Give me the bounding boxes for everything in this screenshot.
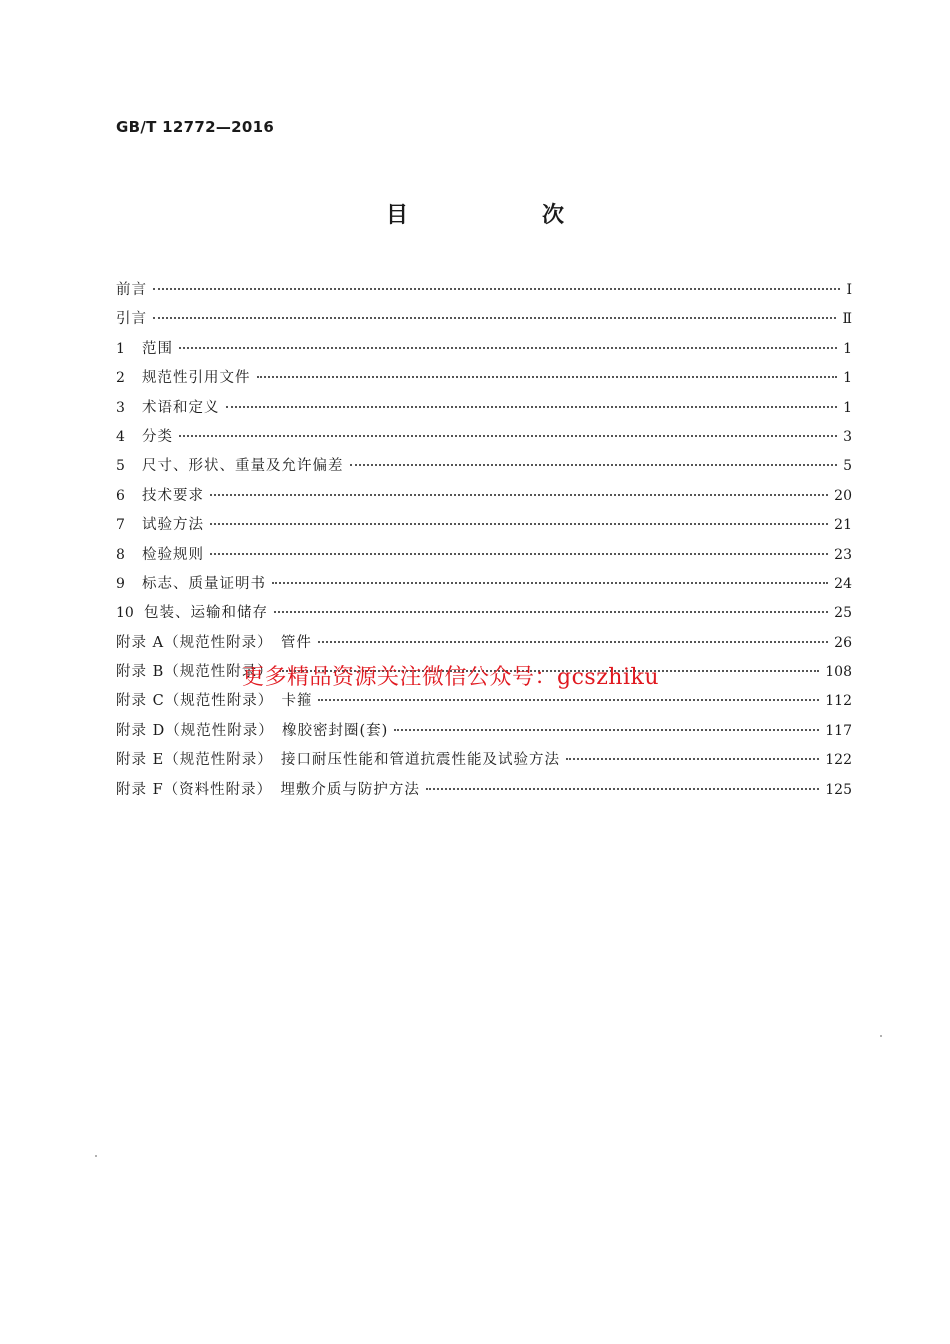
toc-leader-dots <box>153 317 836 319</box>
toc-entry <box>116 543 852 572</box>
toc-leader-dots <box>179 347 837 349</box>
scan-speck <box>880 1035 882 1037</box>
toc-leader-dots <box>426 788 819 790</box>
toc-leader-dots <box>210 494 828 496</box>
toc-entry <box>116 689 852 718</box>
toc-entry-title: 分类 <box>142 428 173 445</box>
toc-entry-title: 检验规则 <box>142 546 204 563</box>
toc-entry-page: 3 <box>843 428 852 445</box>
toc-entry-number: 10 <box>116 605 134 622</box>
toc-entry-page: 1 <box>843 340 852 357</box>
toc-entry-title: 附录 D（规范性附录） 橡胶密封圈(套) <box>116 722 389 739</box>
toc-entry-page: 1 <box>843 399 852 416</box>
toc-leader-dots <box>318 641 828 643</box>
toc-entry-number: 4 <box>116 428 125 445</box>
page-title: 目 次 <box>385 203 620 228</box>
standard-code: GB/T 12772—2016 <box>116 118 275 136</box>
toc-entry <box>116 778 852 807</box>
toc-leader-dots <box>210 523 828 525</box>
toc-entry <box>116 572 852 601</box>
toc-leader-dots <box>272 582 828 584</box>
toc-entry-number: 6 <box>116 487 125 504</box>
scan-speck <box>95 1155 97 1157</box>
toc-entry-title: 范围 <box>142 340 173 357</box>
toc-entry <box>116 748 852 777</box>
toc-entry-page: Ⅰ <box>846 282 852 298</box>
toc-entry-title: 附录 C（规范性附录） 卡箍 <box>116 693 313 710</box>
toc-entry <box>116 278 852 307</box>
toc-entry-page: 108 <box>825 664 852 681</box>
toc-entry <box>116 719 852 748</box>
toc-entry-number: 8 <box>116 546 125 563</box>
toc-leader-dots <box>394 729 819 731</box>
toc-entry <box>116 631 852 660</box>
toc-leader-dots <box>210 553 828 555</box>
toc-entry-number: 1 <box>116 340 125 357</box>
table-of-contents <box>116 278 852 807</box>
toc-entry-title: 附录 E（规范性附录） 接口耐压性能和管道抗震性能及试验方法 <box>116 752 560 769</box>
toc-entry-number: 7 <box>116 517 125 534</box>
toc-entry <box>116 454 852 483</box>
toc-leader-dots <box>350 464 838 466</box>
toc-entry <box>116 366 852 395</box>
toc-leader-dots <box>566 758 819 760</box>
toc-entry-title: 前言 <box>116 282 147 298</box>
toc-entry-page: 5 <box>843 458 852 475</box>
toc-leader-dots <box>179 435 837 437</box>
watermark-overlay: 更多精品资源关注微信公众号：gcszhiku <box>242 665 659 690</box>
toc-entry-number: 3 <box>116 399 125 416</box>
toc-entry <box>116 425 852 454</box>
toc-leader-dots <box>153 288 840 290</box>
toc-entry-page: 122 <box>825 752 852 769</box>
toc-entry-title: 试验方法 <box>142 517 204 534</box>
toc-entry-title: 附录 A（规范性附录） 管件 <box>116 634 312 651</box>
toc-entry-page: 117 <box>825 722 852 739</box>
toc-entry <box>116 484 852 513</box>
toc-entry-title: 术语和定义 <box>142 399 220 416</box>
toc-entry-title: 附录 F（资料性附录） 埋敷介质与防护方法 <box>116 781 420 798</box>
toc-entry-page: 25 <box>834 605 852 622</box>
toc-entry-title: 引言 <box>116 311 147 328</box>
toc-entry-page: 23 <box>834 546 852 563</box>
toc-leader-dots <box>226 406 838 408</box>
toc-leader-dots <box>318 699 819 701</box>
toc-entry-page: 112 <box>825 693 852 710</box>
toc-entry <box>116 337 852 366</box>
toc-entry-title: 包装、运输和储存 <box>144 605 268 622</box>
toc-entry <box>116 601 852 630</box>
toc-entry-page: 24 <box>834 575 852 592</box>
toc-entry-page: 26 <box>834 634 852 651</box>
toc-entry-title: 附录 B（规范性附录） <box>116 664 273 681</box>
toc-entry-title: 规范性引用文件 <box>142 370 251 387</box>
toc-entry-number: 9 <box>116 575 125 592</box>
toc-entry-number: 2 <box>116 370 125 387</box>
toc-entry-page: 20 <box>834 487 852 504</box>
toc-entry-number: 5 <box>116 458 125 475</box>
toc-entry-page: 1 <box>843 370 852 387</box>
toc-entry-page: 21 <box>834 517 852 534</box>
toc-entry-page: Ⅱ <box>842 311 852 328</box>
toc-entry <box>116 307 852 336</box>
toc-entry <box>116 396 852 425</box>
toc-entry-title: 技术要求 <box>142 487 204 504</box>
toc-entry-title: 尺寸、形状、重量及允许偏差 <box>142 458 344 475</box>
toc-entry-page: 125 <box>825 781 852 798</box>
toc-leader-dots <box>274 611 828 613</box>
toc-entry <box>116 513 852 542</box>
toc-leader-dots <box>257 376 838 378</box>
toc-entry-title: 标志、质量证明书 <box>142 575 266 592</box>
